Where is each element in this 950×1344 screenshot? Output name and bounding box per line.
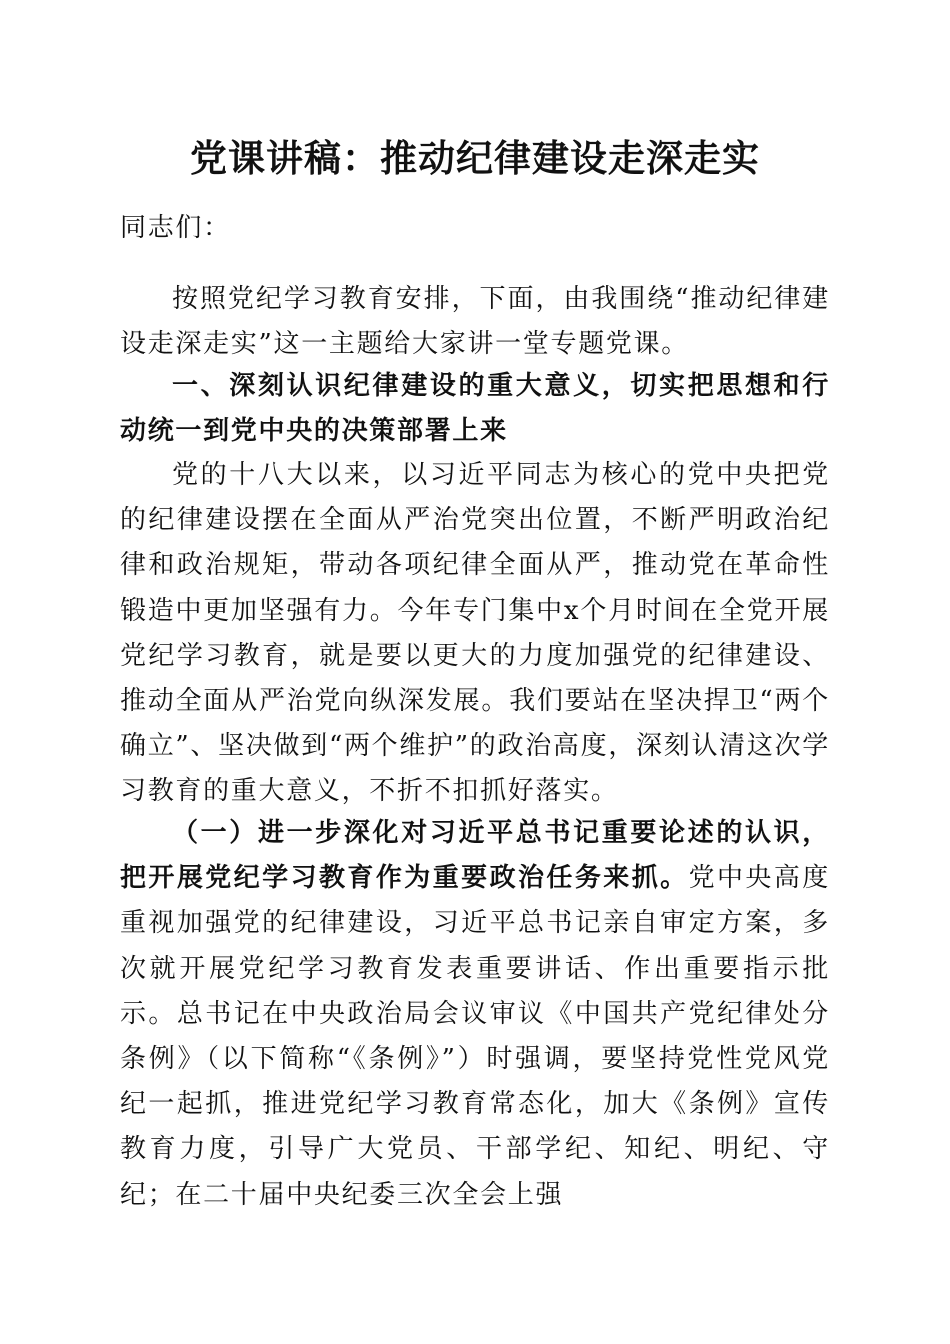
subsection-1-lead: （一）进一步深化对习近平总书记重要论述的认识，把开展党纪学习教育作为重要政治任务来抓。 [120,818,830,894]
salutation: 同志们： [120,213,231,243]
intro-paragraph: 按照党纪学习教育安排，下面，由我围绕“推动纪律建设走深走实”这一主题给大家讲一堂专题党课。 [120,284,830,360]
section-1-body-paragraph: 党的十八大以来，以习近平同志为核心的党中央把党的纪律建设摆在全面从严治党突出位置，不断严明政治纪律和政治规矩，带动各项纪律全面从严，推动党在革命性锻造中更加坚强有力。今年专门集中x个月时间在全党开展党纪学习教育，就是要以更大的力度加强党的纪律建设、推动全面从严治党向纵深发展。我们要站在坚决捍卫“两个确立”、坚决做到“两个维护”的政治高度，深刻认清这次学习教育的重大意义，不折不扣抓好落实。 [120,460,830,807]
subsection-1-paragraph [120,811,830,1218]
subsection-1-body: 党中央高度重视加强党的纪律建设，习近平总书记亲自审定方案，多次就开展党纪学习教育发表重要讲话、作出重要指示批示。总书记在中央政治局会议审议《中国共产党纪律处分条例》（以下简称“《条例》”）时强调，要坚持党性党风党纪一起抓，推进党纪学习教育常态化，加大《条例》宣传教育力度，引导广大党员、干部学纪、知纪、明纪、守纪；在二十届中央纪委三次全会上强 [120,863,830,1210]
document-title: 党课讲稿：推动纪律建设走深走实 [190,136,760,180]
section-heading-1: 一、深刻认识纪律建设的重大意义，切实把思想和行动统一到党中央的决策部署上来 [120,371,830,447]
